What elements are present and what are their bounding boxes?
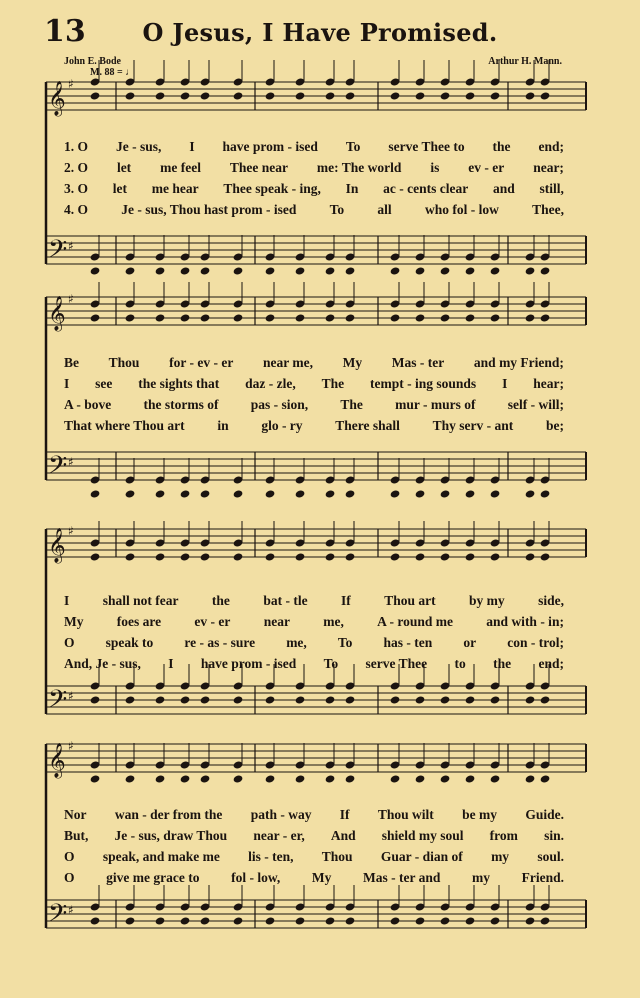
note-head xyxy=(440,266,451,275)
note-head xyxy=(540,695,551,704)
note-head xyxy=(180,91,191,100)
note-head xyxy=(125,91,136,100)
note-head xyxy=(415,489,426,498)
lyric-fragment: me: The world xyxy=(316,160,402,175)
note-head xyxy=(325,489,336,498)
note-head xyxy=(125,695,136,704)
note-head xyxy=(265,552,276,561)
lyric-fragment: And xyxy=(330,828,356,843)
note-head xyxy=(415,266,426,275)
note-head xyxy=(440,313,451,322)
lyric-fragment: O xyxy=(64,635,75,650)
verse-4-line xyxy=(64,867,564,888)
lyric-fragment: 2. O xyxy=(64,160,89,175)
lyric-fragment: The xyxy=(321,376,345,391)
lyric-fragment: If xyxy=(339,807,350,822)
bass-clef-icon: 𝄢 xyxy=(48,899,68,934)
lyrics-system-1 xyxy=(64,136,564,220)
lyric-fragment: Guar - dian of xyxy=(380,849,463,864)
note-head xyxy=(180,916,191,925)
lyrics-system-2 xyxy=(64,352,564,436)
note-head xyxy=(265,266,276,275)
lyric-fragment: In xyxy=(345,181,359,196)
note-head xyxy=(540,774,551,783)
sharp-icon: ♯ xyxy=(68,292,74,306)
lyric-fragment: To xyxy=(323,656,339,671)
lyric-fragment: lis - ten, xyxy=(248,849,294,864)
note-head xyxy=(465,916,476,925)
note-head xyxy=(265,916,276,925)
lyric-fragment: is xyxy=(430,160,440,175)
lyric-fragment: soul. xyxy=(537,849,564,864)
lyric-fragment: me, xyxy=(286,635,307,650)
lyric-fragment: ac - cents clear xyxy=(383,181,469,196)
note-head xyxy=(155,774,166,783)
lyric-fragment: 4. O xyxy=(64,202,89,217)
lyric-fragment: shall not fear xyxy=(102,593,179,608)
sharp-icon: ♯ xyxy=(68,903,74,917)
note-head xyxy=(490,489,501,498)
lyric-fragment: to xyxy=(454,656,466,671)
note-head xyxy=(155,91,166,100)
lyric-fragment: 1. O xyxy=(64,139,89,154)
lyric-fragment: end; xyxy=(538,139,564,154)
lyric-fragment: O xyxy=(64,849,75,864)
note-head xyxy=(155,916,166,925)
note-head xyxy=(540,552,551,561)
note-head xyxy=(233,695,244,704)
lyric-fragment: Thou art xyxy=(384,593,436,608)
note-head xyxy=(200,313,211,322)
note-head xyxy=(233,916,244,925)
lyric-fragment: Mas - ter xyxy=(391,355,445,370)
lyric-fragment: the storms of xyxy=(143,397,219,412)
verse-4-line xyxy=(64,653,564,674)
lyric-fragment: I xyxy=(168,656,174,671)
note-head xyxy=(155,695,166,704)
note-head xyxy=(265,91,276,100)
lyric-fragment: my xyxy=(491,849,510,864)
treble-clef-icon: 𝄞 xyxy=(48,296,66,331)
words-credit: John E. Bode xyxy=(64,56,121,67)
note-head xyxy=(390,266,401,275)
note-head xyxy=(233,774,244,783)
note-head xyxy=(295,552,306,561)
treble-clef-icon: 𝄞 xyxy=(48,81,66,116)
lyric-fragment: and xyxy=(493,181,515,196)
note-head xyxy=(465,266,476,275)
lyric-fragment: Nor xyxy=(64,807,87,822)
lyric-fragment: give me grace to xyxy=(106,870,200,885)
note-head xyxy=(125,313,136,322)
lyric-fragment: my xyxy=(471,870,490,885)
lyric-fragment: A - bove xyxy=(64,397,112,412)
hymn-title: O Jesus, I Have Promised. xyxy=(142,18,498,47)
note-head xyxy=(490,916,501,925)
lyric-fragment: re - as - sure xyxy=(184,635,256,650)
lyric-fragment: Thou wilt xyxy=(377,807,434,822)
lyric-fragment: Je - sus, draw Thou xyxy=(114,828,228,843)
note-head xyxy=(155,313,166,322)
verse-3-line xyxy=(64,846,564,867)
note-head xyxy=(525,916,536,925)
note-head xyxy=(490,695,501,704)
lyric-fragment: My xyxy=(64,614,84,629)
lyric-fragment: O xyxy=(64,870,75,885)
note-head xyxy=(390,313,401,322)
lyric-fragment: near - er, xyxy=(253,828,305,843)
note-head xyxy=(180,266,191,275)
note-head xyxy=(525,774,536,783)
note-head xyxy=(233,266,244,275)
note-head xyxy=(415,916,426,925)
note-head xyxy=(390,552,401,561)
lyric-fragment: Je - sus, xyxy=(115,139,162,154)
sharp-icon: ♯ xyxy=(68,739,74,753)
lyric-fragment: Thou xyxy=(321,849,353,864)
note-head xyxy=(345,695,356,704)
note-head xyxy=(540,313,551,322)
note-head xyxy=(90,313,101,322)
note-head xyxy=(525,266,536,275)
lyric-fragment: or xyxy=(463,635,477,650)
verse-4-line xyxy=(64,199,564,220)
note-head xyxy=(415,695,426,704)
note-head xyxy=(390,774,401,783)
note-head xyxy=(325,313,336,322)
verse-3-line xyxy=(64,394,564,415)
note-head xyxy=(295,774,306,783)
note-head xyxy=(180,695,191,704)
lyric-fragment: The xyxy=(340,397,363,412)
lyric-fragment: A - round me xyxy=(377,614,454,629)
note-head xyxy=(465,313,476,322)
lyrics-system-4 xyxy=(64,804,564,888)
verse-1-line xyxy=(64,590,564,611)
lyric-fragment: That where Thou art xyxy=(64,418,185,433)
note-head xyxy=(440,489,451,498)
note-head xyxy=(325,552,336,561)
note-head xyxy=(415,552,426,561)
lyric-fragment: To xyxy=(337,635,353,650)
note-head xyxy=(465,91,476,100)
verse-1-line xyxy=(64,804,564,825)
lyric-fragment: Thou xyxy=(108,355,140,370)
lyric-fragment: Be xyxy=(64,355,79,370)
verse-2-line xyxy=(64,373,564,394)
note-head xyxy=(200,774,211,783)
note-head xyxy=(325,774,336,783)
lyric-fragment: near; xyxy=(533,160,564,175)
lyric-fragment: near me, xyxy=(262,355,313,370)
lyric-fragment: Je - sus, Thou hast prom - ised xyxy=(121,202,297,217)
lyric-fragment: the sights that xyxy=(138,376,220,391)
note-head xyxy=(465,552,476,561)
lyric-fragment: speak to xyxy=(105,635,154,650)
lyric-fragment: end; xyxy=(538,656,564,671)
note-head xyxy=(265,489,276,498)
verse-1-line xyxy=(64,136,564,157)
note-head xyxy=(155,552,166,561)
lyric-fragment: near xyxy=(263,614,290,629)
lyric-fragment: bat - tle xyxy=(263,593,308,608)
lyric-fragment: ev - er xyxy=(468,160,505,175)
note-head xyxy=(180,774,191,783)
note-head xyxy=(465,774,476,783)
lyric-fragment: in xyxy=(217,418,229,433)
note-head xyxy=(180,313,191,322)
lyric-fragment: Thee speak - ing, xyxy=(223,181,321,196)
note-head xyxy=(295,266,306,275)
lyric-fragment: me, xyxy=(323,614,344,629)
note-head xyxy=(525,91,536,100)
lyric-fragment: for - ev - er xyxy=(169,355,234,370)
lyric-fragment: pas - sion, xyxy=(250,397,309,412)
note-head xyxy=(265,695,276,704)
verse-1-line xyxy=(64,352,564,373)
note-head xyxy=(440,695,451,704)
note-head xyxy=(345,313,356,322)
note-head xyxy=(233,489,244,498)
note-head xyxy=(125,552,136,561)
note-head xyxy=(490,313,501,322)
note-head xyxy=(390,91,401,100)
note-head xyxy=(90,266,101,275)
note-head xyxy=(525,313,536,322)
note-head xyxy=(90,91,101,100)
note-head xyxy=(390,489,401,498)
lyric-fragment: still, xyxy=(539,181,564,196)
music-credit: Arthur H. Mann. xyxy=(488,56,562,67)
note-head xyxy=(295,916,306,925)
lyric-fragment: mur - murs of xyxy=(395,397,476,412)
verse-2-line xyxy=(64,157,564,178)
note-head xyxy=(415,313,426,322)
note-head xyxy=(233,313,244,322)
lyric-fragment: have prom - ised xyxy=(222,139,318,154)
note-head xyxy=(155,489,166,498)
lyric-fragment: speak, and make me xyxy=(102,849,220,864)
note-head xyxy=(180,552,191,561)
lyric-fragment: To xyxy=(345,139,361,154)
note-head xyxy=(200,91,211,100)
note-head xyxy=(155,266,166,275)
note-head xyxy=(345,266,356,275)
sharp-icon: ♯ xyxy=(68,689,74,703)
note-head xyxy=(325,695,336,704)
note-head xyxy=(295,489,306,498)
note-head xyxy=(440,774,451,783)
lyric-fragment: I xyxy=(64,593,70,608)
lyric-fragment: the xyxy=(493,656,512,671)
lyric-fragment: have prom - ised xyxy=(200,656,297,671)
lyric-fragment: and with - in; xyxy=(486,614,564,629)
note-head xyxy=(325,916,336,925)
note-head xyxy=(325,266,336,275)
note-head xyxy=(490,552,501,561)
lyric-fragment: There shall xyxy=(335,418,400,433)
sharp-icon: ♯ xyxy=(68,77,74,91)
lyric-fragment: foes are xyxy=(116,614,162,629)
quarter-note-icon: ♩ xyxy=(125,67,136,78)
lyric-fragment: me feel xyxy=(160,160,201,175)
lyric-fragment: If xyxy=(341,593,351,608)
note-head xyxy=(490,774,501,783)
lyric-fragment: I xyxy=(189,139,195,154)
note-head xyxy=(295,91,306,100)
note-head xyxy=(440,91,451,100)
lyric-fragment: My xyxy=(311,870,332,885)
lyric-fragment: Guide. xyxy=(525,807,564,822)
metronome-text: M. 88 = xyxy=(90,67,123,78)
note-head xyxy=(390,916,401,925)
note-head xyxy=(125,916,136,925)
note-head xyxy=(90,916,101,925)
note-head xyxy=(540,916,551,925)
verse-2-line xyxy=(64,611,564,632)
lyric-fragment: sin. xyxy=(544,828,564,843)
lyric-fragment: ev - er xyxy=(194,614,231,629)
lyric-fragment: and my Friend; xyxy=(473,355,564,370)
lyric-fragment: To xyxy=(329,202,345,217)
note-head xyxy=(90,695,101,704)
note-head xyxy=(345,774,356,783)
bass-clef-icon: 𝄢 xyxy=(48,451,68,486)
lyric-fragment: But, xyxy=(64,828,89,843)
lyric-fragment: Thy serv - ant xyxy=(432,418,514,433)
lyric-fragment: be my xyxy=(462,807,498,822)
lyric-fragment: me hear xyxy=(151,181,199,196)
lyric-fragment: And, Je - sus, xyxy=(64,656,141,671)
note-head xyxy=(90,489,101,498)
lyric-fragment: let xyxy=(116,160,132,175)
note-head xyxy=(233,552,244,561)
note-head xyxy=(440,552,451,561)
bass-clef-icon: 𝄢 xyxy=(48,235,68,270)
verse-3-line xyxy=(64,632,564,653)
lyric-fragment: let xyxy=(112,181,128,196)
lyric-fragment: from xyxy=(489,828,518,843)
note-head xyxy=(295,695,306,704)
note-head xyxy=(200,266,211,275)
lyric-fragment: see xyxy=(95,376,113,391)
sharp-icon: ♯ xyxy=(68,239,74,253)
sharp-icon: ♯ xyxy=(68,524,74,538)
lyric-fragment: Thee near xyxy=(229,160,288,175)
note-head xyxy=(525,695,536,704)
note-head xyxy=(265,774,276,783)
lyric-fragment: serve Thee to xyxy=(388,139,465,154)
note-head xyxy=(540,489,551,498)
note-head xyxy=(540,266,551,275)
lyrics-system-3 xyxy=(64,590,564,674)
lyric-fragment: hear; xyxy=(533,376,564,391)
lyric-fragment: by my xyxy=(469,593,505,608)
lyric-fragment: I xyxy=(64,376,70,391)
lyric-fragment: who fol - low xyxy=(424,202,499,217)
lyric-fragment: daz - zle, xyxy=(245,376,296,391)
bass-clef-icon: 𝄢 xyxy=(48,685,68,720)
sharp-icon: ♯ xyxy=(68,455,74,469)
treble-clef-icon: 𝄞 xyxy=(48,528,66,563)
lyric-fragment: all xyxy=(377,202,392,217)
note-head xyxy=(490,91,501,100)
note-head xyxy=(200,695,211,704)
verse-3-line xyxy=(64,178,564,199)
lyric-fragment: fol - low, xyxy=(231,870,281,885)
note-head xyxy=(200,916,211,925)
note-head xyxy=(180,489,191,498)
treble-clef-icon: 𝄞 xyxy=(48,743,66,778)
lyric-fragment: My xyxy=(342,355,363,370)
note-head xyxy=(125,266,136,275)
lyric-fragment: I xyxy=(502,376,508,391)
lyric-fragment: self - will; xyxy=(507,397,564,412)
lyric-fragment: wan - der from the xyxy=(114,807,223,822)
note-head xyxy=(540,91,551,100)
note-head xyxy=(345,91,356,100)
note-head xyxy=(490,266,501,275)
note-head xyxy=(325,91,336,100)
lyric-fragment: 3. O xyxy=(64,181,89,196)
note-head xyxy=(90,774,101,783)
note-head xyxy=(465,489,476,498)
lyric-fragment: Mas - ter and xyxy=(362,870,441,885)
note-head xyxy=(390,695,401,704)
lyric-fragment: serve Thee xyxy=(365,656,428,671)
note-head xyxy=(233,91,244,100)
note-head xyxy=(125,489,136,498)
note-head xyxy=(345,552,356,561)
note-head xyxy=(90,552,101,561)
note-head xyxy=(345,489,356,498)
lyric-fragment: con - trol; xyxy=(507,635,564,650)
lyric-fragment: Thee, xyxy=(532,202,564,217)
lyric-fragment: the xyxy=(211,593,230,608)
lyric-fragment: side, xyxy=(538,593,564,608)
lyric-fragment: the xyxy=(492,139,511,154)
note-head xyxy=(415,774,426,783)
note-head xyxy=(525,489,536,498)
lyric-fragment: Friend. xyxy=(521,870,564,885)
note-head xyxy=(295,313,306,322)
lyric-fragment: shield my soul xyxy=(381,828,464,843)
note-head xyxy=(265,313,276,322)
lyric-fragment: be; xyxy=(545,418,564,433)
note-head xyxy=(345,916,356,925)
note-head xyxy=(200,489,211,498)
lyric-fragment: glo - ry xyxy=(261,418,303,433)
verse-4-line xyxy=(64,415,564,436)
note-head xyxy=(415,91,426,100)
lyric-fragment: tempt - ing sounds xyxy=(370,376,477,391)
note-head xyxy=(465,695,476,704)
lyric-fragment: has - ten xyxy=(383,635,433,650)
note-head xyxy=(200,552,211,561)
note-head xyxy=(440,916,451,925)
note-head xyxy=(525,552,536,561)
lyric-fragment: path - way xyxy=(250,807,312,822)
note-head xyxy=(125,774,136,783)
verse-2-line xyxy=(64,825,564,846)
hymn-number: 13 xyxy=(44,14,86,49)
